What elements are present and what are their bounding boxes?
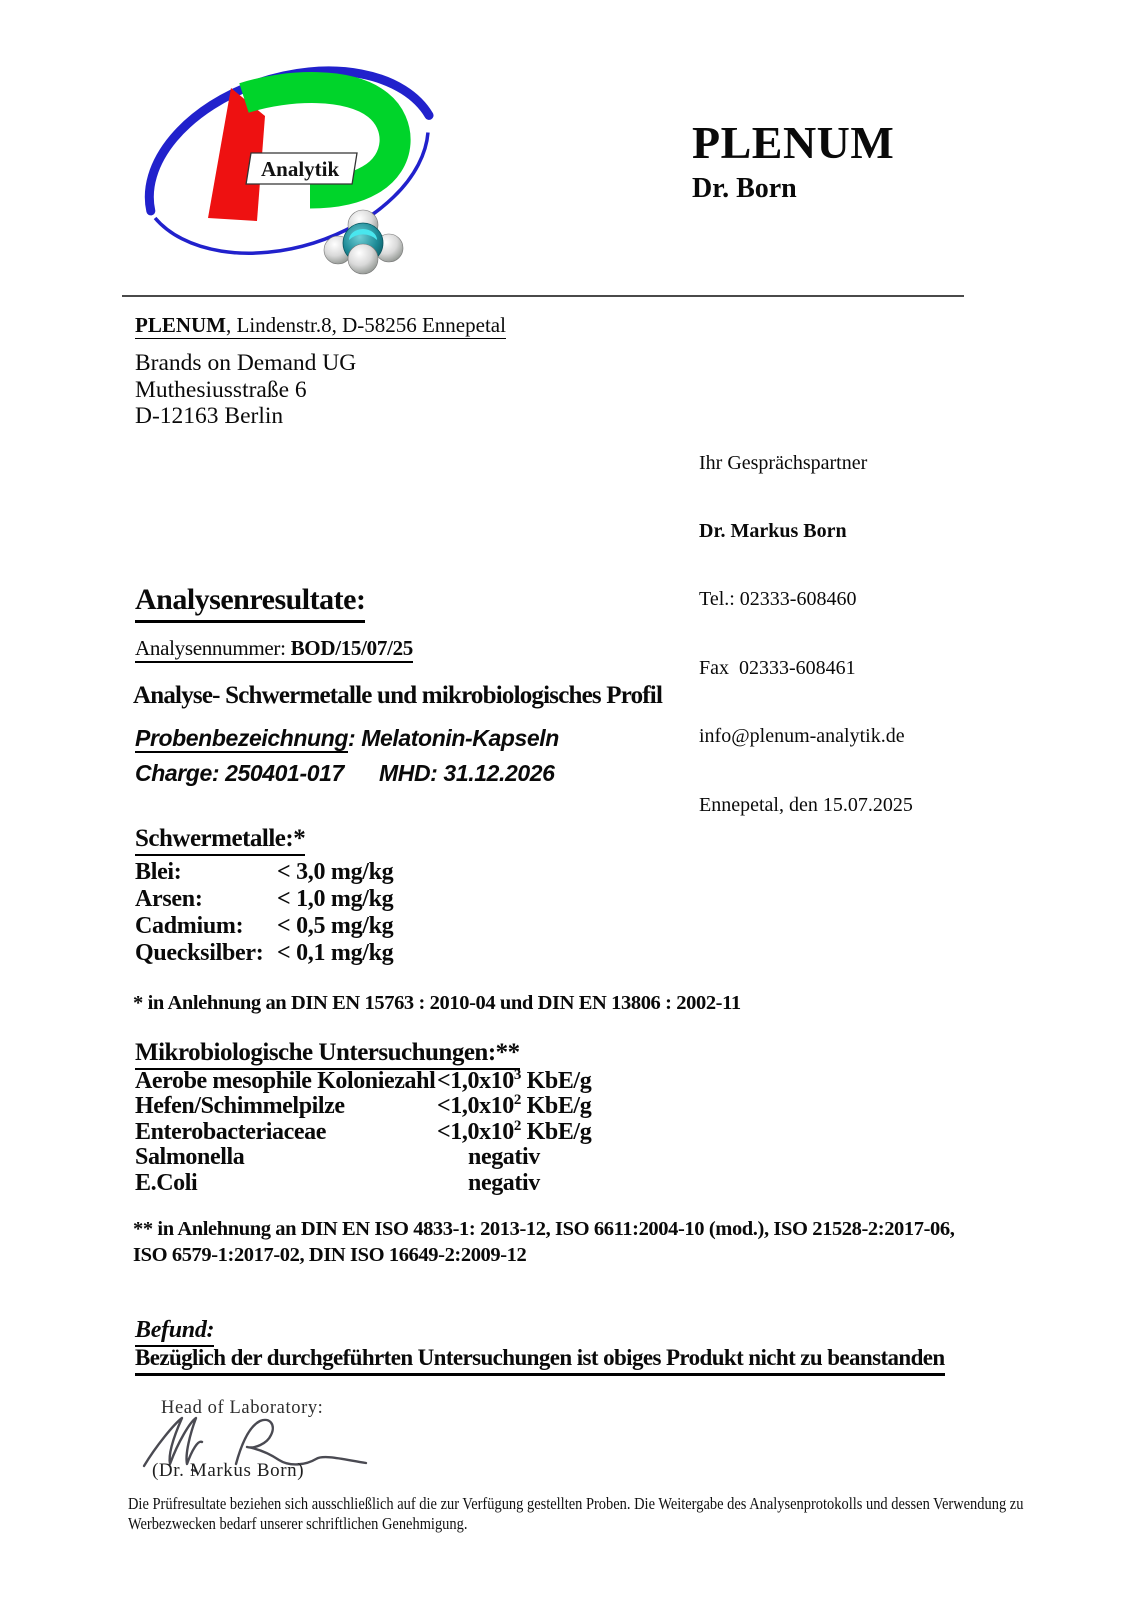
signature-stroke-right (236, 1420, 366, 1464)
table-row (135, 913, 393, 940)
analysis-number-value: BOD/15/07/25 (290, 636, 414, 660)
table-row (135, 1094, 591, 1119)
signature-role: Head of Laboratory: (161, 1398, 324, 1418)
molecule-icon (324, 210, 403, 274)
contact-intro: Ihr Gesprächspartner (699, 451, 868, 474)
analysis-title: Analyse- Schwermetalle und mikrobiologisches Profil (133, 682, 663, 709)
heavy-metals-heading: Schwermetalle:* (135, 825, 305, 856)
analyte-value: < 0,1 mg/kg (277, 940, 394, 966)
table-row (135, 886, 393, 913)
sample-line (135, 725, 559, 752)
sender-address: , Lindenstr.8, D-58256 Ennepetal (226, 313, 506, 337)
contact-phone: Tel.: 02333-608460 (699, 588, 857, 611)
microbiology-table (135, 1069, 591, 1196)
document-title: Analysenresultate: (135, 583, 967, 623)
signature-stroke-left (144, 1418, 202, 1466)
table-row (135, 859, 393, 886)
findings-statement: Bezüglich der durchgeführten Untersuchungen ist obiges Produkt nicht zu beanstanden (135, 1345, 945, 1376)
analyte-label: Cadmium: (135, 913, 244, 939)
sample-label: Probenbezeichnung (135, 725, 348, 751)
analysis-number-line (135, 636, 413, 661)
brand-subname: Dr. Born (692, 173, 797, 204)
contact-email: info@plenum-analytik.de (699, 725, 905, 748)
sender-line (135, 313, 506, 338)
recipient-company: Brands on Demand UG (135, 350, 357, 376)
table-row (135, 1171, 591, 1196)
letterhead-brand (692, 117, 895, 204)
analyte-value: < 1,0 mg/kg (277, 886, 394, 912)
header-divider (122, 295, 964, 297)
best-before-date: MHD: 31.12.2026 (379, 760, 555, 786)
contact-fax: Fax 02333-608461 (699, 656, 856, 679)
analyte-label: Quecksilber: (135, 940, 264, 966)
microbiology-heading: Mikrobiologische Untersuchungen:** (135, 1039, 520, 1070)
analyte-label: Arsen: (135, 886, 203, 912)
batch-line (135, 760, 555, 787)
analyte-value: < 3,0 mg/kg (277, 859, 394, 885)
analyte-label: Enterobacteriaceae (135, 1118, 326, 1145)
analyte-value: $<1,0x10^2$ KbE/g (437, 1117, 592, 1145)
recipient-address (135, 350, 356, 430)
contact-person: Dr. Markus Born (699, 519, 847, 542)
analyte-value: negativ (468, 1169, 540, 1196)
recipient-street: Muthesiusstraße 6 (135, 376, 307, 403)
batch-number: Charge: 250401-017 (135, 760, 344, 786)
analyte-label: Aerobe mesophile Koloniezahl (135, 1068, 436, 1094)
table-row (135, 1145, 591, 1170)
analyte-value: < 0,5 mg/kg (277, 913, 394, 939)
table-row (135, 1117, 592, 1145)
heavy-metals-footnote: * in Anlehnung an DIN EN 15763 : 2010-04 und DIN EN 13806 : 2002-11 (133, 992, 741, 1014)
microbiology-footnote: ** in Anlehnung an DIN EN ISO 4833-1: 2013-12, ISO 6611:2004-10 (mod.), ISO 21528-2:2017-06, ISO 6579-1:2017-02, DIN ISO 16649-2:2009-12 (133, 1218, 955, 1266)
analyte-value: $<1,0x10^2$ KbE/g (437, 1092, 592, 1120)
sample-value: : Melatonin-Kapseln (348, 725, 559, 751)
analyte-label: Salmonella (135, 1144, 245, 1171)
contact-block (699, 406, 913, 862)
analysis-number-label: Analysennummer: (135, 636, 291, 660)
analyte-label: Hefen/Schimmelpilze (135, 1093, 345, 1120)
heavy-metals-table (135, 859, 393, 967)
contact-date: Ennepetal, den 15.07.2025 (699, 793, 913, 816)
brand-name: PLENUM (692, 117, 895, 168)
analyte-label: E.Coli (135, 1169, 198, 1196)
analyte-label: Blei: (135, 859, 182, 885)
table-row (135, 1069, 591, 1094)
analyte-value: negativ (468, 1144, 540, 1171)
findings-heading: Befund: (135, 1317, 214, 1347)
signature-name: (Dr. Markus Born) (152, 1460, 305, 1481)
footer-disclaimer: Die Prüfresultate beziehen sich ausschließlich auf die zur Verfügung gestellten Proben. Die Weitergabe des Analysenprotokolls und dessen Verwendung zu Werbezwecken bedarf unserer schriftlichen Genehmigung. (128, 1494, 1024, 1533)
sender-name: PLENUM (135, 313, 226, 337)
plenum-analytik-logo (138, 42, 442, 278)
analytik-label: Analytik (261, 157, 340, 181)
table-row (135, 940, 393, 967)
recipient-city: D-12163 Berlin (135, 403, 284, 429)
analyte-value: $<1,0x10^3$ KbE/g (437, 1067, 592, 1094)
